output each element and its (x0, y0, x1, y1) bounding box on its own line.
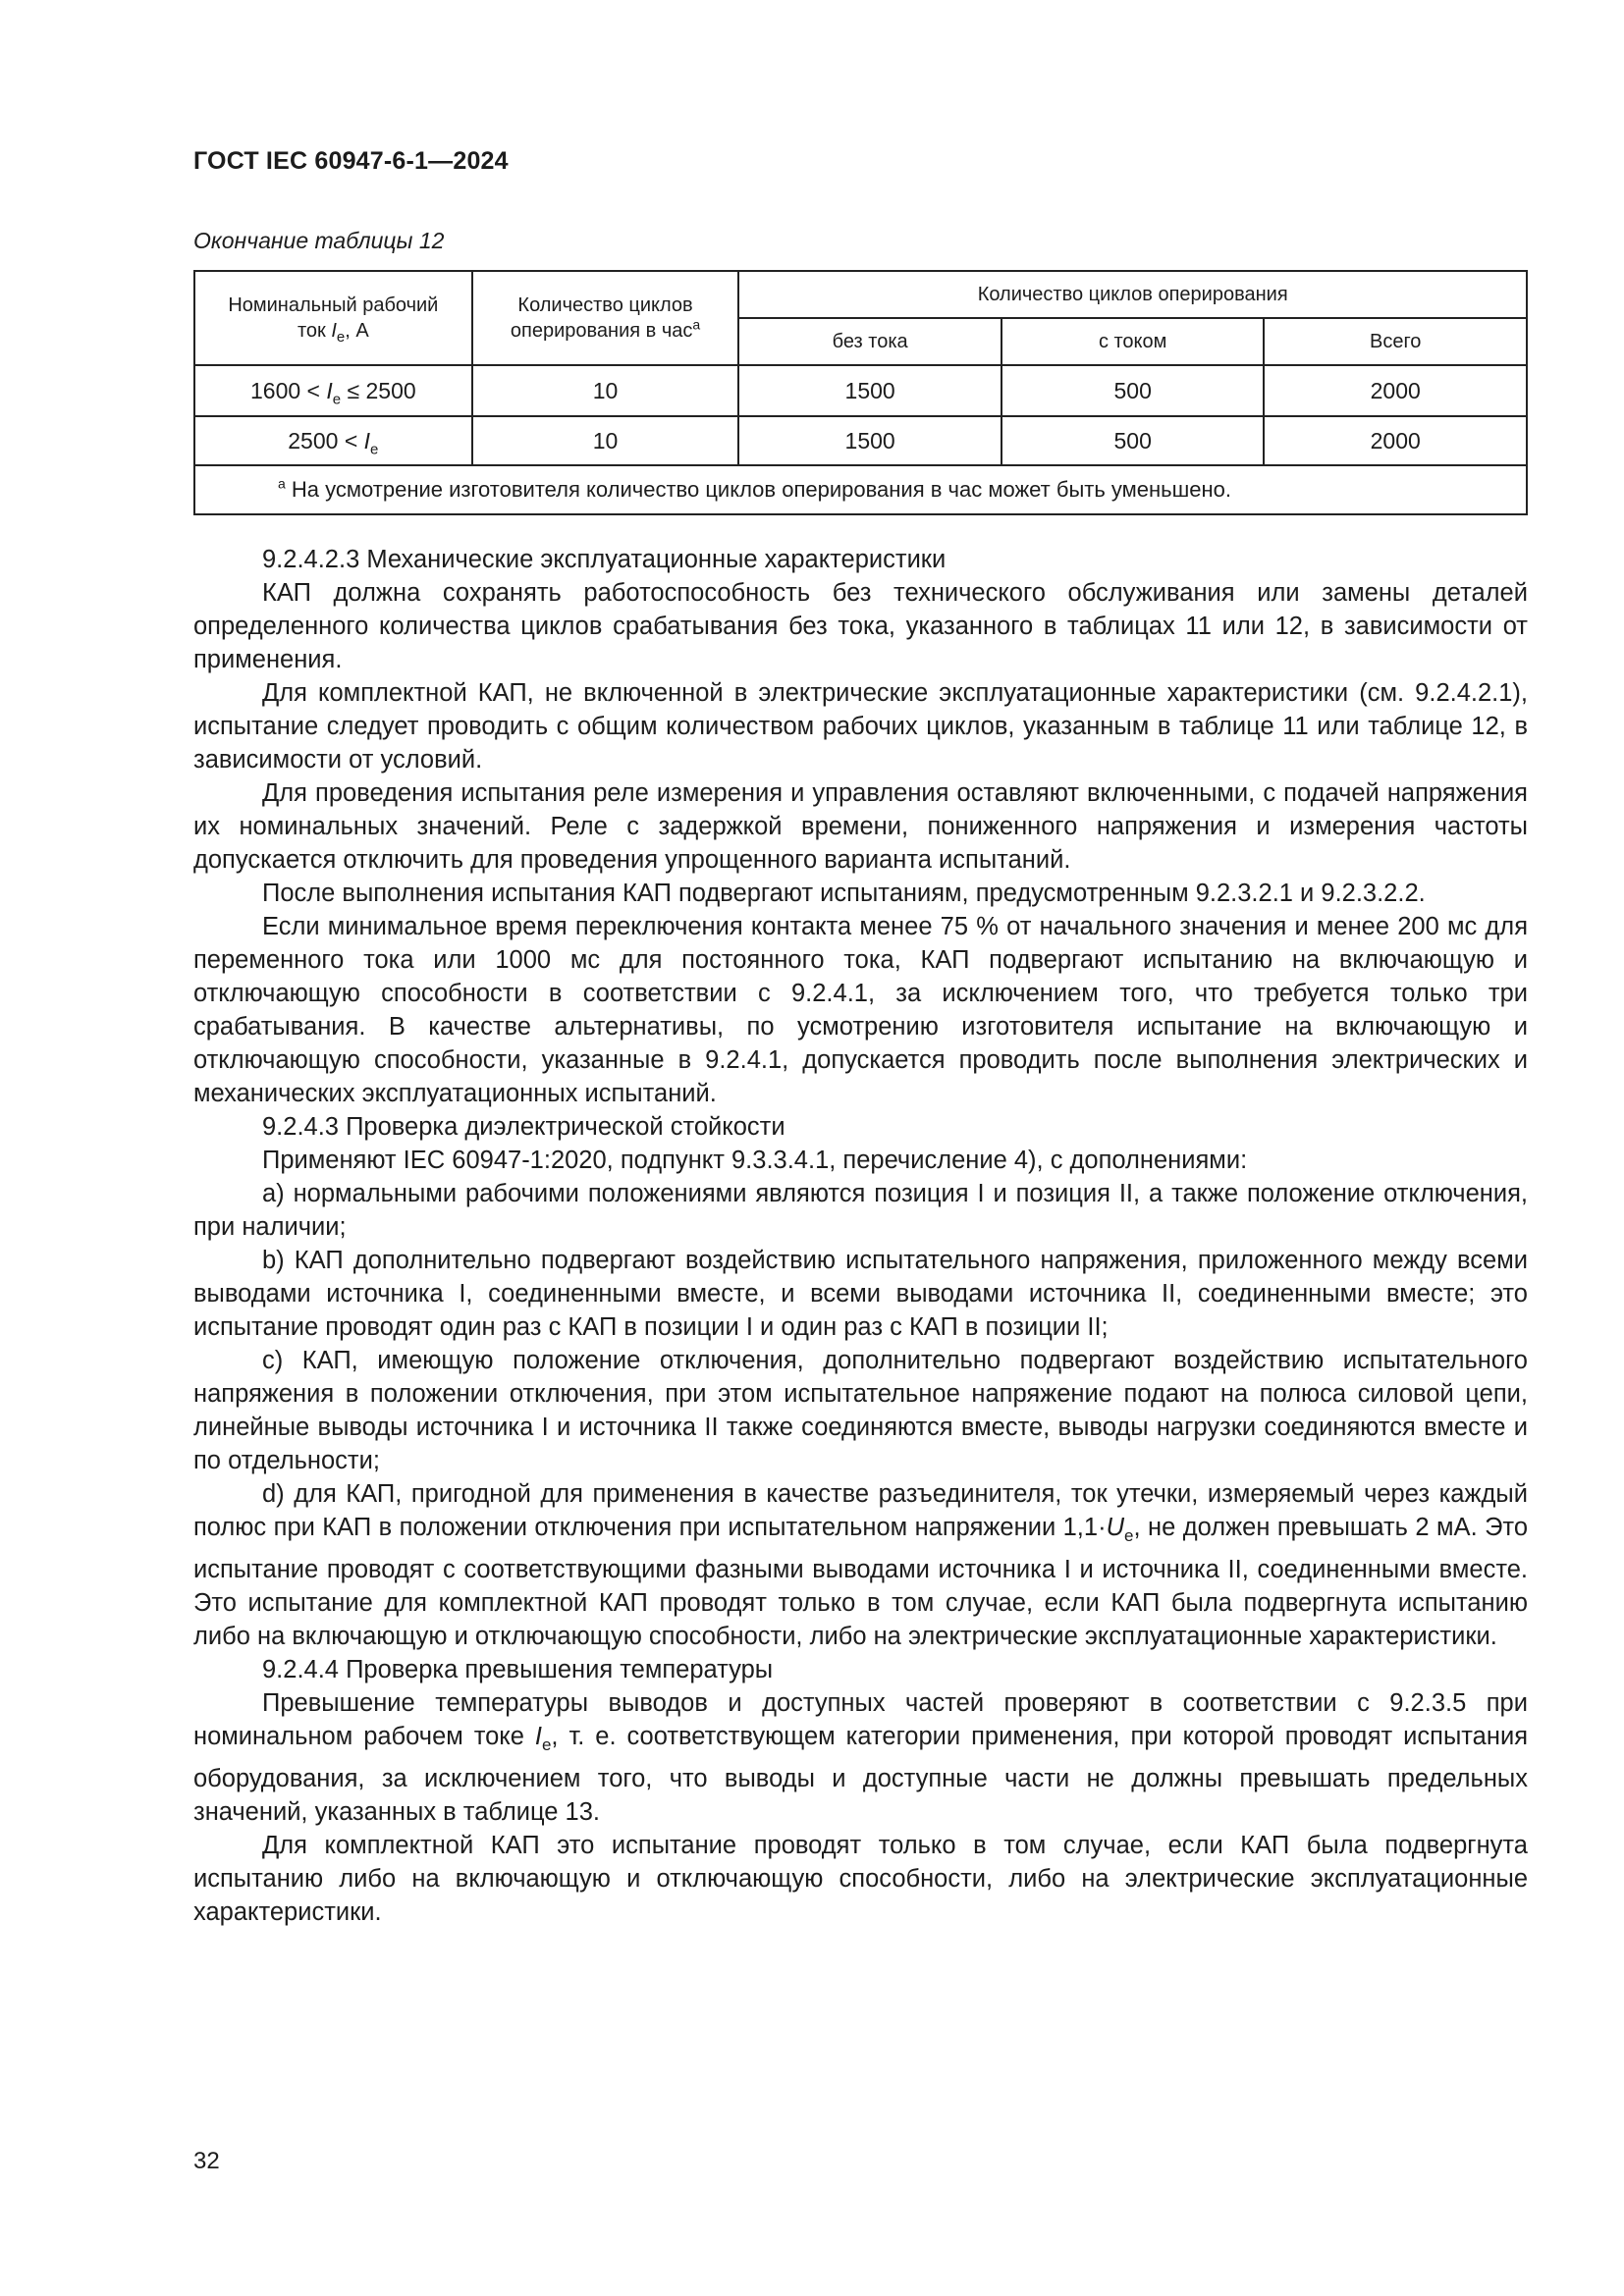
table-row (194, 416, 1527, 465)
cell-current: $1600 < I_e \le 2500$ (194, 365, 472, 416)
page-number: 32 (193, 2148, 220, 2174)
header-total: Всего (1264, 318, 1527, 365)
paragraph: Превышение температуры выводов и доступных частей проверяют в соответствии с 9.2.3.5 при номинальном рабочем токе $I_e$, т. е. соответствующем категории применения, при которой проводят испытания оборудования, за исключением того, что выводы и доступные части не должны превышать предельных значений, указанных в таблице 13. (193, 1689, 1528, 1827)
list-item-c: c) КАП, имеющую положение отключения, дополнительно подвергают воздействию испытательного напряжения в положении отключения, при этом испытательное напряжение подают на полюса силовой цепи, линейные выводы источника I и источника II также соединяются вместе, выводы нагрузки соединяются вместе и по отдельности; (193, 1347, 1528, 1474)
document-header: ГОСТ IEC 60947-6-1—2024 (193, 147, 509, 175)
paragraph: Применяют IEC 60947-1:2020, подпункт 9.3.3.4.1, перечисление 4), с дополнениями: (262, 1147, 1248, 1174)
list-item-d: d) для КАП, пригодной для применения в качестве разъединителя, ток утечки, измеряемый через каждый полюс при КАП в положении отключения при испытательном напряжении $1,1\cdot U_e$, не должен превышать 2 мА. Это испытание проводят с соответствующими фазными выводами источника I и источника II, соединенными вместе. Это испытание для комплектной КАП проводят только в том случае, если КАП была подвергнута испытанию либо на включающую и отключающую способности, либо на электрические эксплуатационные характеристики. (193, 1480, 1528, 1651)
header-operating-cycles: Количество циклов оперирования (738, 271, 1527, 318)
table-footnote: $^a$ На усмотрение изготовителя количество циклов оперирования в час может быть уменьшено. (194, 465, 1527, 514)
table-row (194, 365, 1527, 416)
paragraph: После выполнения испытания КАП подвергают испытаниям, предусмотренным 9.2.3.2.1 и 9.2.3.2.2. (262, 880, 1426, 907)
cell-with-current: 500 (1001, 416, 1265, 465)
paragraph: Для проведения испытания реле измерения и управления оставляют включенными, с подачей напряжения их номинальных значений. Реле с задержкой времени, пониженного напряжения и измерения частоты допускается отключить для проведения упрощенного варианта испытаний. (193, 779, 1528, 874)
paragraph: КАП должна сохранять работоспособность без технического обслуживания или замены деталей определенного количества циклов срабатывания без тока, указанного в таблицах 11 или 12, в зависимости от применения. (193, 579, 1528, 673)
cell-total: 2000 (1264, 416, 1527, 465)
list-item-b: b) КАП дополнительно подвергают воздействию испытательного напряжения, приложенного между всеми выводами источника I, соединенными вместе, и всеми выводами источника II, соединенными вместе; это испытание проводят один раз с КАП в позиции I и один раз с КАП в позиции II; (193, 1247, 1528, 1341)
list-item-a: a) нормальными рабочими положениями являются позиция I и позиция II, а также положение отключения, при наличии; (193, 1180, 1528, 1241)
cell-with-current: 500 (1001, 365, 1265, 416)
header-cycles-per-hour: Количество циклов оперирования в час$^a$ (472, 271, 739, 365)
section-heading-9-2-4-3: 9.2.4.3 Проверка диэлектрической стойкости (262, 1113, 785, 1141)
cell-per-hour: 10 (472, 416, 739, 465)
section-heading-9-2-4-2-3: 9.2.4.2.3 Механические эксплуатационные характеристики (262, 546, 947, 573)
paragraph: Для комплектной КАП это испытание проводят только в том случае, если КАП была подвергнута испытанию либо на включающую и отключающую способности, либо на электрические эксплуатационные характеристики. (193, 1832, 1528, 1927)
header-rated-current: Номинальный рабочий ток $I_e$, А (194, 271, 472, 365)
body-text (193, 543, 1528, 1929)
cell-current: $2500 < I_e$ (194, 416, 472, 465)
section-heading-9-2-4-4: 9.2.4.4 Проверка превышения температуры (262, 1656, 774, 1684)
header-no-current: без тока (738, 318, 1001, 365)
paragraph: Если минимальное время переключения контакта менее 75 % от начального значения и менее 200 мс для переменного тока или 1000 мс для постоянного тока, КАП подвергают испытанию на включающую и отключающую способности в соответствии с 9.2.4.1, за исключением того, что требуется только три срабатывания. В качестве альтернативы, по усмотрению изготовителя испытание на включающую и отключающую способности, указанные в 9.2.4.1, допускается проводить после выполнения электрических и механических эксплуатационных испытаний. (193, 913, 1528, 1107)
cell-no-current: 1500 (738, 416, 1001, 465)
cell-no-current: 1500 (738, 365, 1001, 416)
table-12 (193, 270, 1528, 515)
paragraph: Для комплектной КАП, не включенной в электрические эксплуатационные характеристики (см. 9.2.4.2.1), испытание следует проводить с общим количеством рабочих циклов, указанным в таблице 11 или таблице 12, в зависимости от условий. (193, 679, 1528, 774)
table-caption: Окончание таблицы 12 (193, 228, 445, 253)
cell-total: 2000 (1264, 365, 1527, 416)
cell-per-hour: 10 (472, 365, 739, 416)
header-with-current: с током (1001, 318, 1265, 365)
